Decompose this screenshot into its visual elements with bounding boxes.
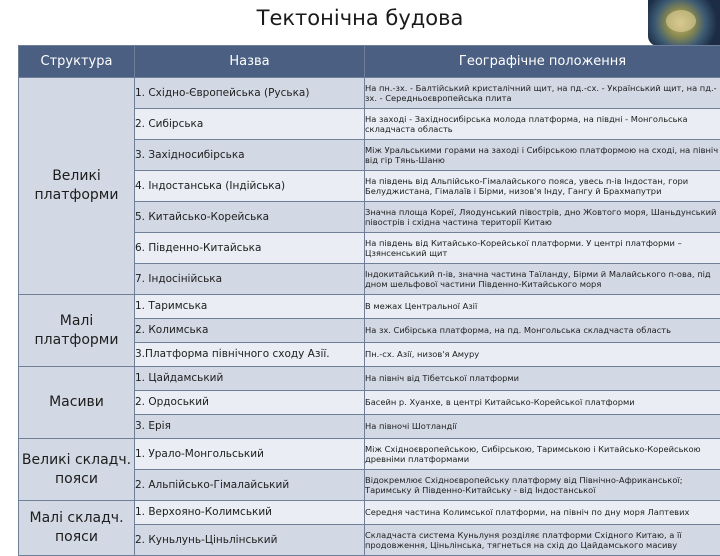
name-cell: 2. Альпійсько-Гімалайський <box>135 470 365 501</box>
table-row <box>19 367 720 391</box>
location-cell: Індокитайський п-ів, значна частина Таїланду, Бірми й Малайського п-ова, під дном шельфової частини Південно-Китайського моря <box>365 264 720 295</box>
name-cell: 6. Південно-Китайська <box>135 233 365 264</box>
name-cell: 1. Верхояно-Колимський <box>135 501 365 525</box>
header-structure: Структура <box>19 46 135 78</box>
name-cell: 1. Цайдамський <box>135 367 365 391</box>
header-location: Географічне положення <box>365 46 720 78</box>
page-title: Тектонічна будова <box>0 6 720 30</box>
location-cell: Значна площа Кореї, Ляодунський півострів, дно Жовтого моря, Шаньдунський півострів і східна частина території Китаю <box>365 202 720 233</box>
name-cell: 4. Індостанська (Індійська) <box>135 171 365 202</box>
location-cell: На заході - Західносибірська молода платформа, на півдні - Монгольська складчаста область <box>365 109 720 140</box>
table-row <box>19 295 720 319</box>
location-cell: Середня частина Колимської платформи, на північ по дну моря Лаптевих <box>365 501 720 525</box>
table-row <box>19 439 720 470</box>
name-cell: 2. Колимська <box>135 319 365 343</box>
location-cell: Між Уральськими горами на заході і Сибірською платформою на сході, на північ від гір Тянь-Шаню <box>365 140 720 171</box>
name-cell: 2. Ордоський <box>135 391 365 415</box>
location-cell: На зх. Сибірська платформа, на пд. Монгольська складчаста область <box>365 319 720 343</box>
table-header-row <box>19 46 720 78</box>
name-cell: 2. Куньлунь-Ціньлінський <box>135 525 365 556</box>
name-cell: 3. Ерія <box>135 415 365 439</box>
location-cell: Відокремлює Східноєвропейську платформу від Північно-Африканської; Таримську й Південно-Китайську - від Індостанської <box>365 470 720 501</box>
tectonic-table <box>18 45 720 556</box>
name-cell: 1. Таримська <box>135 295 365 319</box>
table-row <box>19 501 720 525</box>
name-cell: 1. Східно-Європейська (Руська) <box>135 78 365 109</box>
location-cell: Складчаста система Куньлуня розділяє платформи Східного Китаю, а її продовження, Ціньлінська, тягнеться на схід до Цайдамського масиву <box>365 525 720 556</box>
location-cell: На пн.-зх. - Балтійський кристалічний щит, на пд.-сх. - Український щит, на пд.-зх. - Середньоєвропейська плита <box>365 78 720 109</box>
location-cell: На південь від Альпійсько-Гімалайського пояса, увесь п-ів Індостан, гори Белуджистана, Гімалаїв і Бірми, низов'я Інду, Гангу й Брахмапутри <box>365 171 720 202</box>
structure-cell: Великі платформи <box>19 78 135 295</box>
globe-image <box>648 0 720 46</box>
location-cell: Пн.-сх. Азії, низов'я Амуру <box>365 343 720 367</box>
location-cell: В межах Центральної Азії <box>365 295 720 319</box>
table-body <box>19 78 720 556</box>
name-cell: 2. Сибірська <box>135 109 365 140</box>
name-cell: 3.Платформа північного сходу Азії. <box>135 343 365 367</box>
name-cell: 1. Урало-Монгольський <box>135 439 365 470</box>
location-cell: Між Східноєвропейською, Сибірською, Таримською і Китайсько-Корейською древніми платформами <box>365 439 720 470</box>
location-cell: Басейн р. Хуанхе, в центрі Китайсько-Корейської платформи <box>365 391 720 415</box>
structure-cell: Малі складч. пояси <box>19 501 135 556</box>
structure-cell: Великі складч. пояси <box>19 439 135 501</box>
location-cell: На південь від Китайсько-Корейської платформи. У центрі платформи – Цзянсенський щит <box>365 233 720 264</box>
location-cell: На північ від Тібетської платформи <box>365 367 720 391</box>
name-cell: 3. Західносибірська <box>135 140 365 171</box>
structure-cell: Малі платформи <box>19 295 135 367</box>
name-cell: 7. Індосінійська <box>135 264 365 295</box>
structure-cell: Масиви <box>19 367 135 439</box>
table-row <box>19 78 720 109</box>
header-name: Назва <box>135 46 365 78</box>
location-cell: На півночі Шотландії <box>365 415 720 439</box>
name-cell: 5. Китайсько-Корейська <box>135 202 365 233</box>
